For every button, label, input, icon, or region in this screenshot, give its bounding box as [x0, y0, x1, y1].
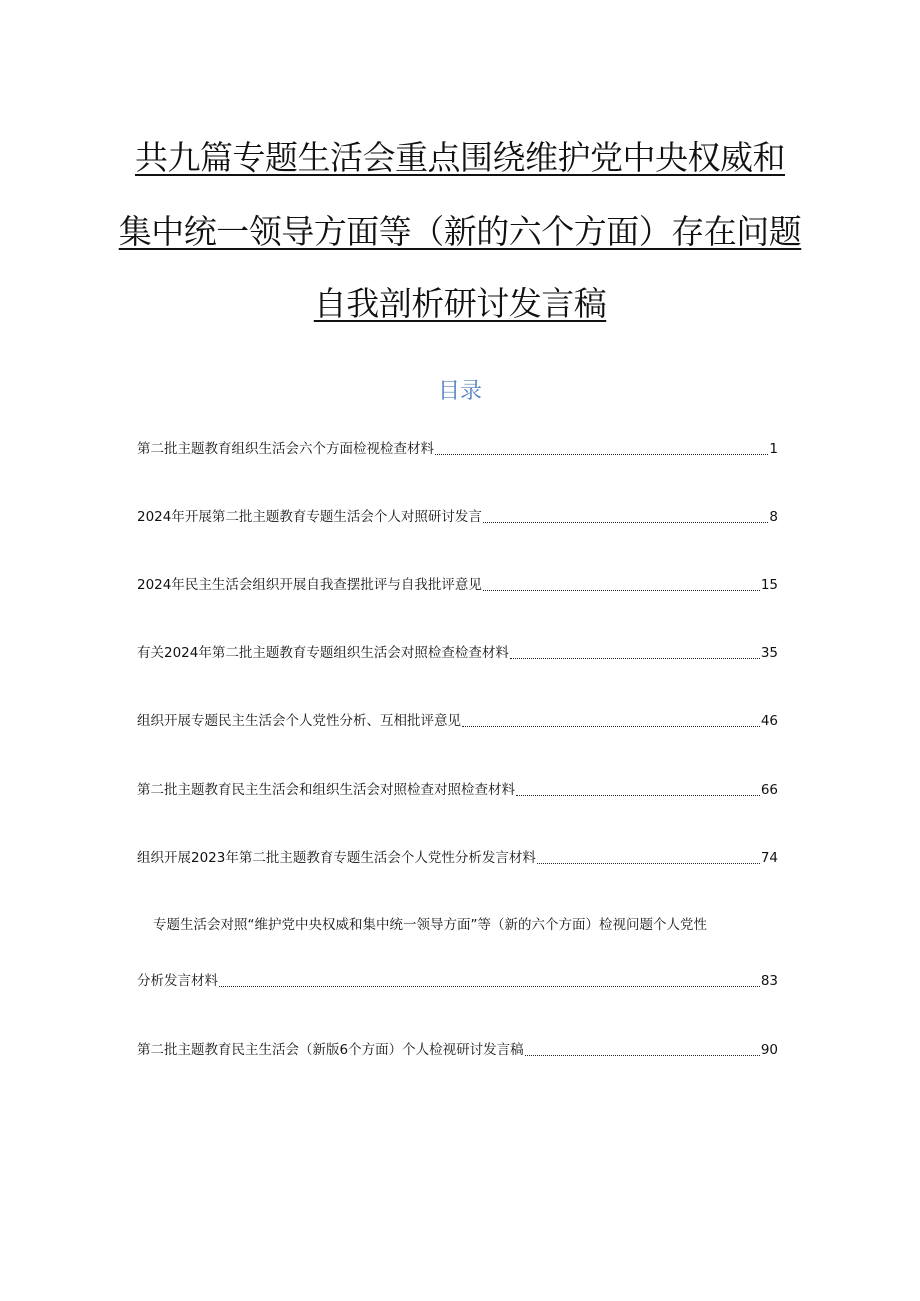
toc-entry[interactable]	[137, 641, 778, 663]
toc-entry-label: 组织开展专题民主生活会个人党性分析、互相批评意见	[137, 713, 461, 729]
toc-entry-page: 15	[760, 577, 778, 593]
toc-entry-label-line-1[interactable]: 专题生活会对照“维护党中央权威和集中统一领导方面”等（新的六个方面）检视问题个人党性	[153, 917, 707, 933]
toc-entry[interactable]	[137, 969, 778, 991]
toc-leader-dots	[483, 521, 769, 523]
toc-leader-dots	[219, 985, 760, 987]
document-title-line-3: 自我剖析研讨发言稿	[313, 284, 607, 323]
toc-entry-page: 8	[769, 509, 778, 525]
toc-entry-page: 46	[760, 713, 778, 729]
toc-entry-page: 90	[760, 1042, 778, 1058]
toc-entry[interactable]	[137, 505, 778, 527]
toc-entry[interactable]	[137, 709, 778, 731]
toc-leader-dots	[510, 657, 760, 659]
toc-entry-label: 组织开展2023年第二批主题教育专题生活会个人党性分析发言材料	[137, 850, 536, 866]
toc-entry[interactable]	[137, 1038, 778, 1060]
toc-leader-dots	[525, 1054, 760, 1056]
toc-heading: 目录	[437, 379, 482, 404]
document-title-line-1: 共九篇专题生活会重点围绕维护党中央权威和	[135, 138, 785, 177]
toc-leader-dots	[516, 794, 760, 796]
toc-entry-label: 2024年民主生活会组织开展自我查摆批评与自我批评意见	[137, 577, 482, 593]
toc-leader-dots	[462, 725, 760, 727]
toc-entry-page: 74	[760, 850, 778, 866]
toc-entry-label: 第二批主题教育民主生活会和组织生活会对照检查对照检查材料	[137, 782, 515, 798]
toc-entry-page: 66	[760, 782, 778, 798]
toc-entry[interactable]	[137, 846, 778, 868]
toc-entry-page: 1	[769, 441, 778, 457]
toc-entry-page: 83	[760, 973, 778, 989]
toc-leader-dots	[435, 453, 768, 455]
toc-entry-label: 第二批主题教育组织生活会六个方面检视检查材料	[137, 441, 434, 457]
toc-entry-page: 35	[760, 645, 778, 661]
document-title-line-2: 集中统一领导方面等（新的六个方面）存在问题	[118, 212, 802, 251]
toc-entry-label: 有关2024年第二批主题教育专题组织生活会对照检查检查材料	[137, 645, 509, 661]
toc-entry-label: 2024年开展第二批主题教育专题生活会个人对照研讨发言	[137, 509, 482, 525]
toc-entry[interactable]	[137, 778, 778, 800]
toc-entry-label: 第二批主题教育民主生活会（新版6个方面）个人检视研讨发言稿	[137, 1042, 524, 1058]
toc-leader-dots	[483, 589, 760, 591]
toc-leader-dots	[537, 862, 760, 864]
toc-entry-label: 分析发言材料	[137, 973, 218, 989]
toc-entry[interactable]	[137, 437, 778, 459]
toc-entry[interactable]	[137, 573, 778, 595]
